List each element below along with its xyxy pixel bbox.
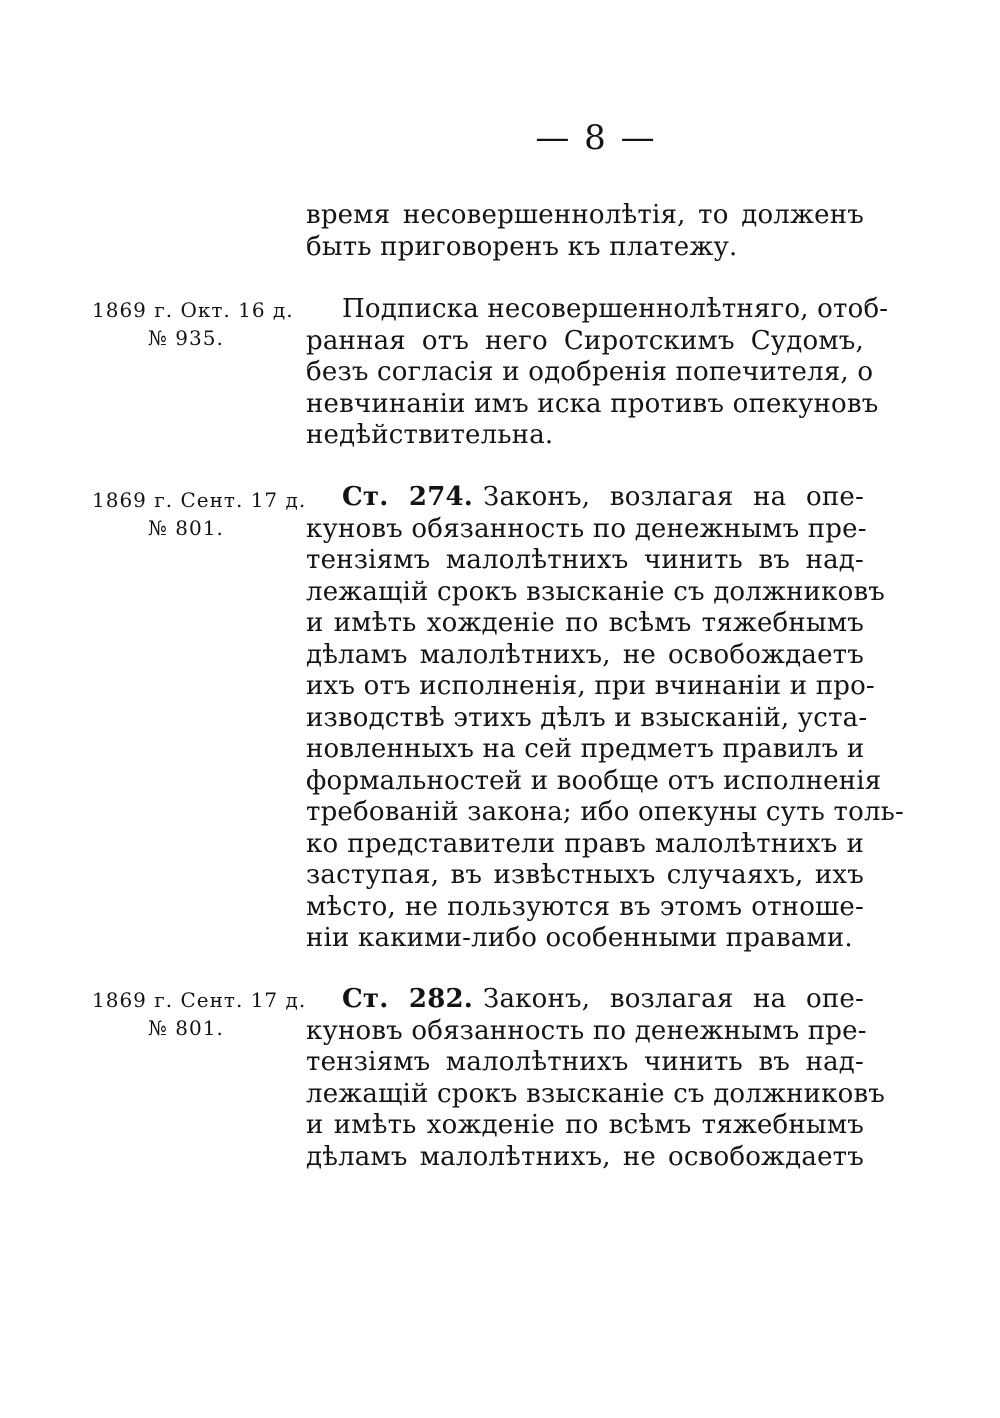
text-line-with-article <box>306 984 864 1016</box>
article-text: Законъ, возлагая на опе- <box>483 984 864 1014</box>
text-line: ихъ отъ исполненія, при вчинаніи и про- <box>306 671 875 701</box>
text-line: изводствѣ этихъ дѣлъ и взысканій, уста- <box>306 702 868 733</box>
text-line: куновъ обязанность по денежнымъ пре- <box>306 1015 867 1046</box>
entry-body-1 <box>306 294 889 452</box>
text-line: формальностей и вообще отъ исполненія <box>306 765 882 796</box>
page-number: — 8 — <box>535 118 657 158</box>
text-line: ко представители правъ малолѣтнихъ и <box>306 828 864 859</box>
decision-date: 1869 г. Окт. 16 д. <box>92 298 294 322</box>
decision-date: 1869 г. Сент. 17 д. <box>92 488 307 512</box>
article-label: Ст. 282. <box>342 984 474 1014</box>
decision-number: № 801. <box>148 516 224 540</box>
text-line: требованій закона; ибо опекуны суть толь- <box>306 797 904 827</box>
margin-note-entry-3 <box>92 986 307 1042</box>
margin-note-entry-2 <box>92 486 307 542</box>
text-line: тензіямъ малолѣтнихъ чинить въ над- <box>306 545 864 575</box>
text-line: Подписка несовершеннолѣтняго, отоб- <box>342 294 889 324</box>
text-line: быть приговоренъ къ платежу. <box>306 231 738 262</box>
text-line: мѣсто, не пользуются въ этомъ отноше- <box>306 891 864 922</box>
text-line: заступая, въ извѣстныхъ случаяхъ, ихъ <box>306 860 864 890</box>
text-line: дѣламъ малолѣтнихъ, не освобождаетъ <box>306 639 864 670</box>
text-line: и имѣть хожденіе по всѣмъ тяжебнымъ <box>306 608 864 638</box>
margin-note-entry-1 <box>92 296 297 352</box>
text-line-with-article <box>306 482 864 514</box>
text-line: тензіямъ малолѣтнихъ чинить въ над- <box>306 1047 864 1077</box>
article-text: Законъ, возлагая на опе- <box>483 482 864 512</box>
article-label: Ст. 274. <box>342 482 474 512</box>
text-line: лежащій срокъ взысканіе съ должниковъ <box>306 576 886 607</box>
text-line: и имѣть хожденіе по всѣмъ тяжебнымъ <box>306 1110 864 1140</box>
text-line: лежащій срокъ взысканіе съ должниковъ <box>306 1078 886 1109</box>
text-line: недѣйствительна. <box>306 420 554 450</box>
decision-number: № 801. <box>148 1016 224 1040</box>
text-line: куновъ обязанность по денежнымъ пре- <box>306 513 867 544</box>
text-line: безъ согласія и одобренія попечителя, о <box>306 357 874 387</box>
text-line: дѣламъ малолѣтнихъ, не освобождаетъ <box>306 1141 864 1172</box>
continuation-paragraph <box>306 200 864 263</box>
text-line: время несовершеннолѣтія, то долженъ <box>306 200 864 230</box>
text-line: невчинаніи имъ иска противъ опекуновъ <box>306 388 879 419</box>
decision-date: 1869 г. Сент. 17 д. <box>92 988 307 1012</box>
entry-body-2 <box>306 482 904 955</box>
text-line: ніи какими-либо особенными правами. <box>306 923 853 953</box>
text-line: ранная отъ него Сиротскимъ Судомъ, <box>306 325 864 356</box>
decision-number: № 935. <box>148 326 224 350</box>
text-line: новленныхъ на сей предметъ правилъ и <box>306 734 865 764</box>
entry-body-3 <box>306 984 886 1173</box>
